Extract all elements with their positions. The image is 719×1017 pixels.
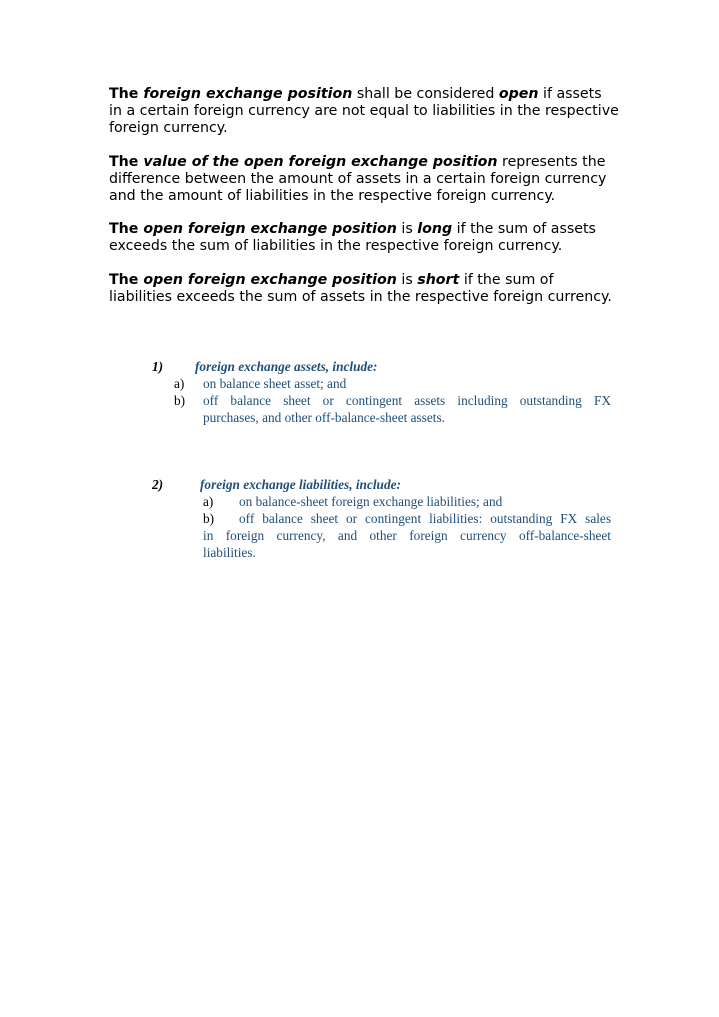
sub-letter-b: b) bbox=[174, 393, 186, 408]
paragraph-long-position bbox=[109, 221, 619, 255]
sub-item-text: on balance sheet asset; and bbox=[203, 376, 347, 391]
para-prefix: The bbox=[109, 221, 144, 237]
justified-line: in foreign currency, and other foreign currency off-balance-sheet bbox=[203, 528, 611, 543]
term-open-position: open foreign exchange position bbox=[143, 272, 397, 288]
term-foreign-exchange-position: foreign exchange position bbox=[143, 86, 353, 102]
term-open: open bbox=[498, 86, 539, 102]
para-text: if the sum of assets exceeds the sum of liabilities in the respective foreign currency. bbox=[109, 221, 596, 254]
para-text: is bbox=[396, 221, 418, 237]
sub-item-text-cont: purchases, and other off-balance-sheet assets. bbox=[203, 410, 445, 425]
para-prefix: The bbox=[109, 86, 144, 102]
paragraph-open-position bbox=[109, 86, 619, 137]
sub-item-text-cont: liabilities. bbox=[203, 545, 256, 560]
sub-item-text-cont bbox=[203, 527, 611, 544]
term-long: long bbox=[417, 221, 453, 237]
para-text: shall be considered bbox=[352, 86, 499, 102]
sub-letter-a: a) bbox=[203, 494, 214, 509]
sub-letter-a: a) bbox=[174, 376, 185, 391]
sub-letter-b: b) bbox=[203, 511, 215, 526]
justified-line: off balance sheet or contingent liabilities: outstanding FX sales bbox=[239, 511, 611, 526]
sub-item-text bbox=[239, 510, 611, 527]
term-open-position: open foreign exchange position bbox=[143, 221, 397, 237]
term-short: short bbox=[417, 272, 460, 288]
sub-item-text: on balance-sheet foreign exchange liabilities; and bbox=[239, 494, 503, 509]
list-heading-assets: foreign exchange assets, include: bbox=[195, 359, 378, 374]
term-value-open-position: value of the open foreign exchange position bbox=[143, 154, 498, 170]
paragraph-value-position bbox=[109, 154, 619, 205]
para-text: if the sum of liabilities exceeds the sum of assets in the respective foreign currency. bbox=[109, 272, 612, 305]
para-prefix: The bbox=[109, 154, 144, 170]
justified-line: off balance sheet or contingent assets including outstanding FX bbox=[203, 393, 611, 408]
sub-item-text bbox=[203, 392, 611, 409]
paragraph-short-position bbox=[109, 272, 619, 306]
list-number-2: 2) bbox=[152, 477, 164, 492]
list-heading-liabilities: foreign exchange liabilities, include: bbox=[200, 477, 401, 492]
para-text: if assets in a certain foreign currency are not equal to liabilities in the respective foreign currency. bbox=[109, 86, 619, 136]
para-prefix: The bbox=[109, 272, 144, 288]
list-number-1: 1) bbox=[152, 359, 164, 374]
para-text: represents the difference between the amount of assets in a certain foreign currency and the amount of liabilities in the respective foreign currency. bbox=[109, 154, 607, 204]
para-text: is bbox=[396, 272, 418, 288]
